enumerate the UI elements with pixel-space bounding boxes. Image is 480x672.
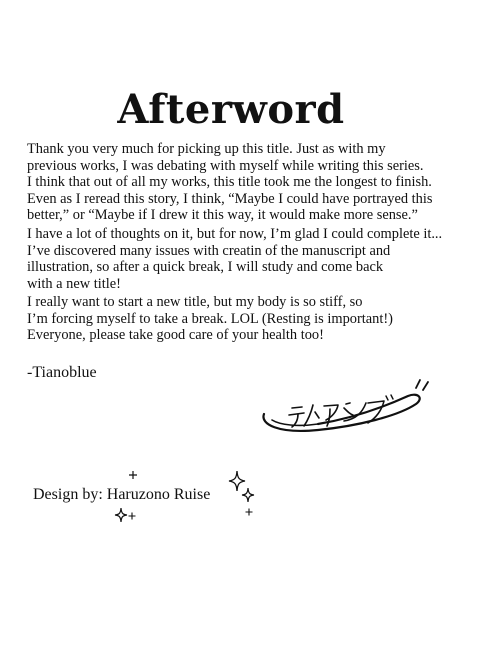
star-sparkle-icon bbox=[114, 507, 128, 523]
star-sparkle-icon bbox=[241, 487, 255, 503]
design-credit: Design by: Haruzono Ruise bbox=[33, 486, 211, 503]
paragraph-2 bbox=[27, 226, 467, 292]
paragraph-line: I’ve discovered many issues with creatin of the manuscript and bbox=[27, 242, 391, 259]
paragraph-line: better,” or “Maybe if I drew it this way, it would make more sense.” bbox=[27, 207, 418, 224]
plus-sparkle-icon bbox=[128, 470, 138, 480]
paragraph-line: I’m forcing myself to take a break. LOL (Resting is important!) bbox=[27, 310, 393, 327]
handwritten-signature bbox=[258, 378, 438, 442]
page-title: Afterword bbox=[117, 86, 345, 133]
paragraph-line: previous works, I was debating with myself while writing this series. bbox=[27, 157, 424, 174]
paragraph-line: Everyone, please take good care of your health too! bbox=[27, 327, 324, 344]
paragraph-line: Thank you very much for picking up this title. Just as with my bbox=[27, 141, 386, 157]
author-name: -Tianoblue bbox=[27, 364, 97, 381]
paragraph-line: I have a lot of thoughts on it, but for now, I’m glad I could complete it... bbox=[27, 226, 443, 242]
paragraph-line: with a new title! bbox=[27, 275, 121, 292]
plus-sparkle-icon bbox=[245, 508, 253, 516]
paragraph-line: I really want to start a new title, but my body is so stiff, so bbox=[27, 294, 363, 310]
paragraph-3 bbox=[27, 294, 467, 344]
plus-sparkle-icon bbox=[128, 512, 136, 520]
paragraph-line: illustration, so after a quick break, I will study and come back bbox=[27, 259, 384, 276]
paragraph-line: Even as I reread this story, I think, “Maybe I could have portrayed this bbox=[27, 190, 433, 207]
paragraph-line: I think that out of all my works, this title took me the longest to finish. bbox=[27, 174, 432, 191]
paragraph-1 bbox=[27, 141, 467, 224]
